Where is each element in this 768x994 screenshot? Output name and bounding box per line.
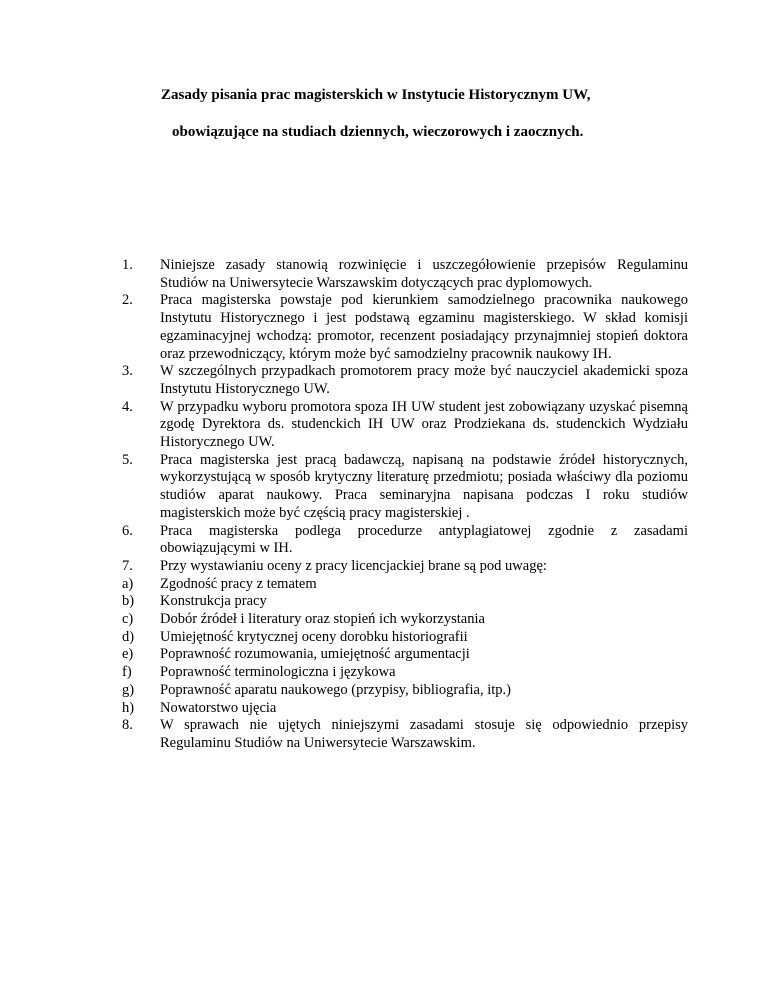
list-item — [122, 576, 688, 594]
list-item — [122, 682, 688, 700]
list-item-text: Umiejętność krytycznej oceny dorobku historiografii — [160, 628, 468, 645]
list-marker: b) — [122, 593, 135, 610]
document-title-line-2: obowiązujące na studiach dziennych, wieczorowych i zaocznych. — [172, 124, 584, 140]
list-item-text: Zgodność pracy z tematem — [160, 575, 317, 592]
list-item-text: W przypadku wyboru promotora spoza IH UW student jest zobowiązany uzyskać pisemną zgodę Dyrektora ds. studenckich IH UW oraz Prodziekana ds. studenckich Wydziału Historycznego UW. — [160, 398, 688, 451]
list-item-text: W szczególnych przypadkach promotorem pracy może być nauczyciel akademicki spoza Instytutu Historycznego UW. — [160, 363, 688, 397]
list-marker: h) — [122, 699, 135, 716]
list-marker: e) — [122, 646, 134, 663]
list-item-text: Konstrukcja pracy — [160, 593, 267, 610]
list-item-text: Dobór źródeł i literatury oraz stopień ich wykorzystania — [160, 611, 485, 628]
list-item-text: Przy wystawianiu oceny z pracy licencjackiej brane są pod uwagę: — [160, 557, 547, 574]
list-item-text: Nowatorstwo ujęcia — [160, 699, 277, 716]
list-item — [122, 629, 688, 647]
list-item-text: Praca magisterska powstaje pod kierunkiem samodzielnego pracownika naukowego Instytutu Historycznego i jest podstawą egzaminu magisterskiego. W skład komisji egzaminacyjnej wchodzą: promotor, recenzent posiadający przynajmniej stopień doktora oraz przewodniczący, którym może być samodzielny pracownik naukowy IH. — [160, 292, 688, 362]
list-item — [122, 399, 688, 452]
list-marker: a) — [122, 575, 134, 592]
list-item-text: Poprawność terminologiczna i językowa — [160, 664, 396, 681]
list-item-text: Poprawność aparatu naukowego (przypisy, bibliografia, itp.) — [160, 681, 511, 698]
list-marker: 5. — [122, 451, 133, 468]
list-item-text: Niniejsze zasady stanowią rozwinięcie i uszczegółowienie przepisów Regulaminu Studiów na Uniwersytecie Warszawskim dotyczących prac dyplomowych. — [160, 257, 688, 291]
list-item-text: W sprawach nie ujętych niniejszymi zasadami stosuje się odpowiednio przepisy Regulaminu Studiów na Uniwersytecie Warszawskim. — [160, 717, 688, 751]
list-item-text: Praca magisterska podlega procedurze antyplagiatowej zgodnie z zasadami obowiązującymi w IH. — [160, 522, 688, 557]
list-marker: f) — [122, 664, 132, 681]
list-marker: 4. — [122, 398, 133, 415]
list-item-text: Praca magisterska jest pracą badawczą, napisaną na podstawie źródeł historycznych, wykorzystującą w sposób krytyczny literaturę przedmiotu; posiada właściwy dla poziomu studiów aparat naukowy. Praca seminaryjna napisana podczas I roku studiów magisterskich może być częścią pracy magisterskiej . — [160, 451, 688, 521]
list-item — [122, 611, 688, 629]
list-item — [122, 292, 688, 363]
list-item — [122, 523, 688, 558]
list-item-text: Poprawność rozumowania, umiejętność argumentacji — [160, 646, 470, 663]
list-marker: 6. — [122, 522, 133, 539]
list-marker: g) — [122, 681, 135, 698]
list-marker: 1. — [122, 257, 133, 273]
list-item — [122, 664, 688, 682]
list-marker: 7. — [122, 557, 133, 574]
list-item — [122, 593, 688, 611]
list-item — [122, 717, 688, 752]
list-marker: c) — [122, 611, 134, 628]
rules-list — [122, 257, 688, 753]
list-item — [122, 452, 688, 523]
list-item — [122, 700, 688, 718]
list-item — [122, 558, 688, 576]
list-marker: 3. — [122, 363, 133, 380]
list-marker: d) — [122, 628, 135, 645]
document-title-line-1: Zasady pisania prac magisterskich w Instytucie Historycznym UW, — [161, 87, 591, 103]
list-item — [122, 257, 688, 292]
list-marker: 8. — [122, 717, 133, 734]
list-marker: 2. — [122, 292, 133, 309]
list-item — [122, 363, 688, 398]
list-item — [122, 646, 688, 664]
